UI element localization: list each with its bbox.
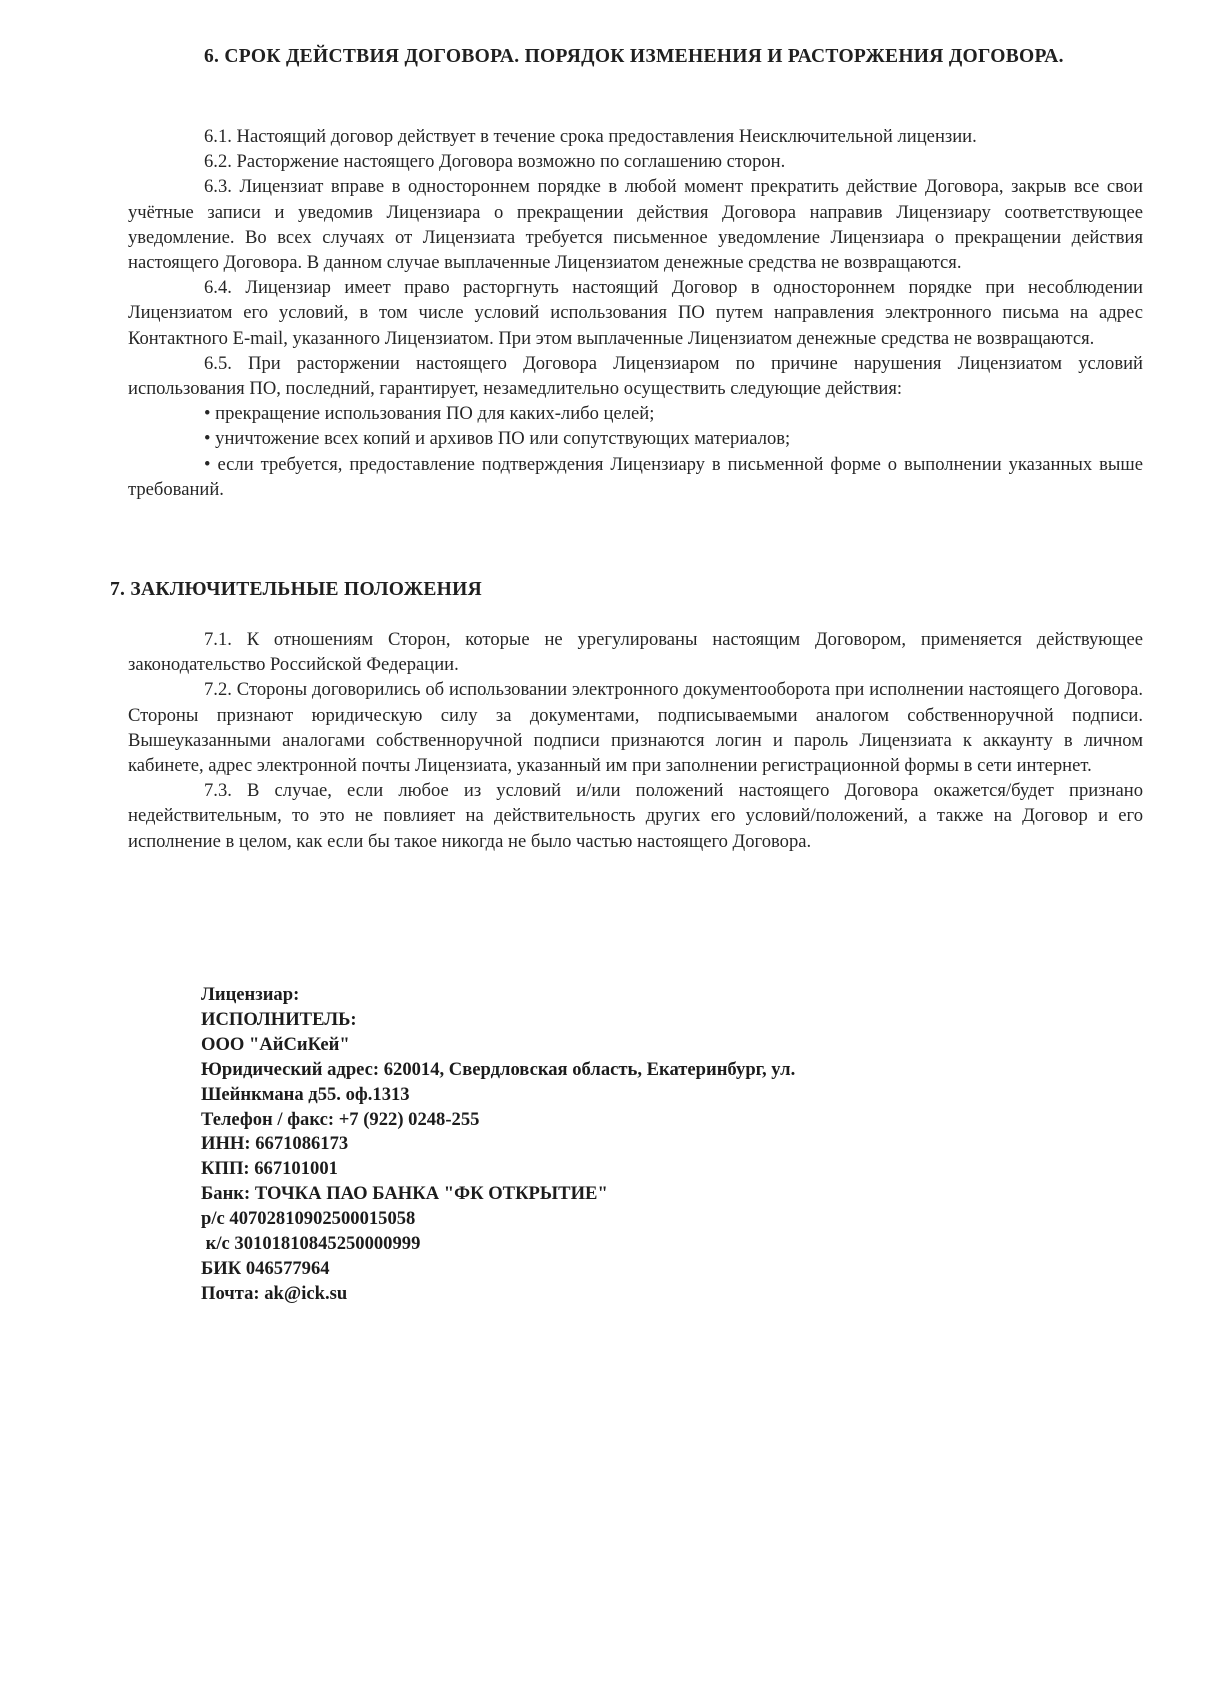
clause-6-4: 6.4. Лицензиар имеет право расторгнуть настоящий Договор в одностороннем порядке при несоблюдении Лицензиатом его условий, в том числе условий использования ПО путем направления электронного письма на адрес Контактного E-mail, указанного Лицензиатом. При этом выплаченные Лицензиатом денежные средства не возвращаются. [128,277,1143,349]
clause-7-3: 7.3. В случае, если любое из условий и/или положений настоящего Договора окажется/будет признано недействительным, то это не повлияет на действительность других его условий/положений, а также на Договор и его исполнение в целом, как если бы такое никогда не было частью настоящего Договора. [128,780,1143,852]
bik: БИК 046577964 [201,1257,330,1279]
licensor-role: ИСПОЛНИТЕЛЬ: [201,1008,357,1030]
bullet-item: • если требуется, предоставление подтверждения Лицензиару в письменной форме о выполнении указанных выше требований. [128,453,1143,500]
clause-6-5: 6.5. При расторжении настоящего Договора Лицензиаром по причине нарушения Лицензиатом условий использования ПО, последний, гарантирует, незамедлительно осуществить следующие действия: [128,352,1143,400]
legal-address-line-2: Шейнкмана д55. оф.1313 [201,1083,410,1105]
licensor-label: Лицензиар: [201,984,300,1005]
bullet-item: • уничтожение всех копий и архивов ПО или сопутствующих материалов; [204,428,791,450]
clause-7-2: 7.2. Стороны договорились об использовании электронного документооборота при исполнении настоящего Договора. Стороны признают юридическую силу за документами, подписываемыми аналогом собственноручной подписи. Вышеуказанными аналогами собственноручной подписи признаются логин и пароль Лицензиата к аккаунту в личном кабинете, адрес электронной почты Лицензиата, указанный им при заполнении регистрационной формы в сети интернет. [128,679,1143,777]
clause-6-3: 6.3. Лицензиат вправе в одностороннем порядке в любой момент прекратить действие Договора, закрыв все свои учётные записи и уведомив Лицензиара о прекращении действия Договора направив Лицензиару соответствующее уведомление. Во всех случаях от Лицензиата требуется письменное уведомление Лицензиара о прекращении действия настоящего Договора. В данном случае выплаченные Лицензиатом денежные средства не возвращаются. [128,176,1143,274]
company-name: ООО "АйСиКей" [201,1033,350,1055]
section-7-heading: 7. ЗАКЛЮЧИТЕЛЬНЫЕ ПОЛОЖЕНИЯ [110,579,482,600]
clause-6-2: 6.2. Расторжение настоящего Договора возможно по соглашению сторон. [204,151,786,173]
clause-6-1: 6.1. Настоящий договор действует в течение срока предоставления Неисключительной лицензии. [204,126,977,147]
bank-name: Банк: ТОЧКА ПАО БАНКА "ФК ОТКРЫТИЕ" [201,1183,608,1205]
section-6-body [128,124,1143,502]
phone-fax: Телефон / факс: +7 (922) 0248-255 [201,1108,480,1130]
settlement-account: р/с 40702810902500015058 [201,1208,416,1230]
licensor-requisites [201,983,1101,1307]
clause-7-1: 7.1. К отношениям Сторон, которые не урегулированы настоящим Договором, применяется действующее законодательство Российской Федерации. [128,629,1143,676]
legal-address-line-1: Юридический адрес: 620014, Свердловская область, Екатеринбург, ул. [201,1058,796,1080]
section-6-heading: 6. СРОК ДЕЙСТВИЯ ДОГОВОРА. ПОРЯДОК ИЗМЕНЕНИЯ И РАСТОРЖЕНИЯ ДОГОВОРА. [204,46,1064,67]
inn: ИНН: 6671086173 [201,1133,349,1155]
correspondent-account: к/с 30101810845250000999 [201,1233,421,1255]
bullet-item: • прекращение использования ПО для каких-либо целей; [204,403,655,425]
email: Почта: ak@ick.su [201,1282,348,1304]
kpp: КПП: 667101001 [201,1158,338,1180]
section-7-body [128,627,1143,854]
